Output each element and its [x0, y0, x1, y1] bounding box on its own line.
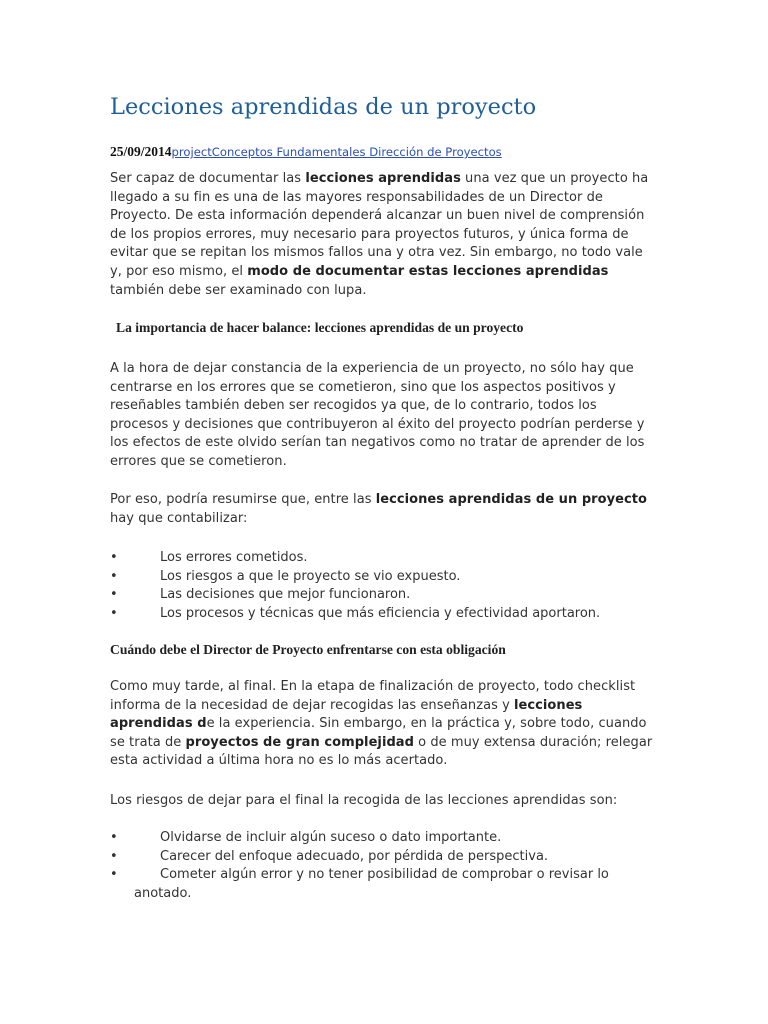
- balance-paragraph: A la hora de dejar constancia de la experiencia de un proyecto, no sólo hay que centrarse en los errores que se cometieron, sino que los aspectos positivos y reseñables también deben ser recogidos ya que, de lo contrario, todos los procesos y decisiones que contribuyeron al éxito del proyecto podrían perderse y los efectos de este olvido serían tan negativos como no tratar de aprender de los errores que se cometieron.: [110, 361, 645, 469]
- list-item-continuation: anotado.: [134, 885, 192, 901]
- bullet-icon: •: [110, 605, 118, 621]
- list-item-text: Los errores cometidos.: [160, 550, 308, 565]
- bold-span: proyectos de gran complejidad: [185, 734, 414, 750]
- bullet-icon: •: [110, 568, 118, 584]
- bold-span: lecciones aprendidas de un proyecto: [375, 492, 648, 507]
- text-span: Como muy tarde, al final. En la etapa de finalización de proyecto, todo checklist informa de la necesidad de dejar recogidas las enseñanzas y: [110, 679, 636, 713]
- post-date: 25/09/2014: [110, 144, 172, 159]
- list-item: [110, 866, 655, 903]
- section-heading-balance: La importancia de hacer balance: lecciones aprendidas de un proyecto: [116, 320, 524, 335]
- list-item-text: Olvidarse de incluir algún suceso o dato importante.: [160, 830, 502, 845]
- lessons-list: [110, 549, 655, 623]
- section-heading-when: Cuándo debe el Director de Proyecto enfrentarse con esta obligación: [110, 642, 506, 657]
- list-item-text: Las decisiones que mejor funcionaron.: [160, 587, 411, 603]
- bold-span: modo de documentar estas lecciones aprendidas: [247, 263, 609, 279]
- text-span: Ser capaz de documentar las: [110, 171, 306, 186]
- text-span: hay que contabilizar:: [110, 510, 248, 526]
- list-item-text: Los riesgos a que le proyecto se vio expuesto.: [160, 568, 461, 584]
- text-span: o de muy extensa duración; relegar esta actividad a última hora no es lo más acertado.: [110, 734, 653, 769]
- text-span: Por eso, podría resumirse que, entre las: [110, 492, 376, 507]
- page-title: Lecciones aprendidas de un proyecto: [110, 94, 537, 120]
- list-item: [110, 586, 655, 605]
- risks-intro-paragraph: Los riesgos de dejar para el final la recogida de las lecciones aprendidas son:: [110, 793, 618, 808]
- summary-paragraph: [110, 491, 655, 528]
- list-item: [110, 829, 655, 848]
- post-meta: [110, 144, 502, 160]
- bullet-icon: •: [110, 587, 118, 603]
- list-item-text: Los procesos y técnicas que más eficiencia y efectividad aportaron.: [160, 605, 601, 621]
- risks-list: [110, 829, 655, 903]
- text-span: una vez que un proyecto ha llegado a su fin es una de las mayores responsabilidades de un Director de Proyecto. De esta información dependerá alcanzar un buen nivel de comprensión de los propios errores, muy necesario para proyectos futuros, y única forma de evitar que se repitan los mismos fallos una y otra vez. Sin embargo, no todo vale y, por eso mismo, el: [110, 171, 649, 279]
- list-item: [110, 568, 655, 587]
- category-link[interactable]: projectConceptos Fundamentales Dirección de Proyectos: [171, 145, 502, 159]
- text-span: e la experiencia. Sin embargo, en la práctica y, sobre todo, cuando se trata de: [110, 716, 647, 750]
- bold-span: lecciones aprendidas: [305, 171, 461, 186]
- list-item-text: Cometer algún error y no tener posibilidad de comprobar o revisar lo: [160, 867, 609, 883]
- bullet-icon: •: [110, 867, 118, 883]
- intro-paragraph: [110, 170, 655, 300]
- text-span: también debe ser examinado con lupa.: [110, 282, 367, 298]
- bullet-icon: •: [110, 848, 118, 864]
- when-paragraph: [110, 678, 655, 771]
- list-item: [110, 549, 655, 568]
- bold-span: lecciones aprendidas d: [110, 697, 583, 732]
- bullet-icon: •: [110, 550, 118, 565]
- bullet-icon: •: [110, 830, 118, 845]
- list-item: [110, 848, 655, 867]
- list-item: [110, 605, 655, 624]
- list-item-text: Carecer del enfoque adecuado, por pérdida de perspectiva.: [160, 848, 549, 864]
